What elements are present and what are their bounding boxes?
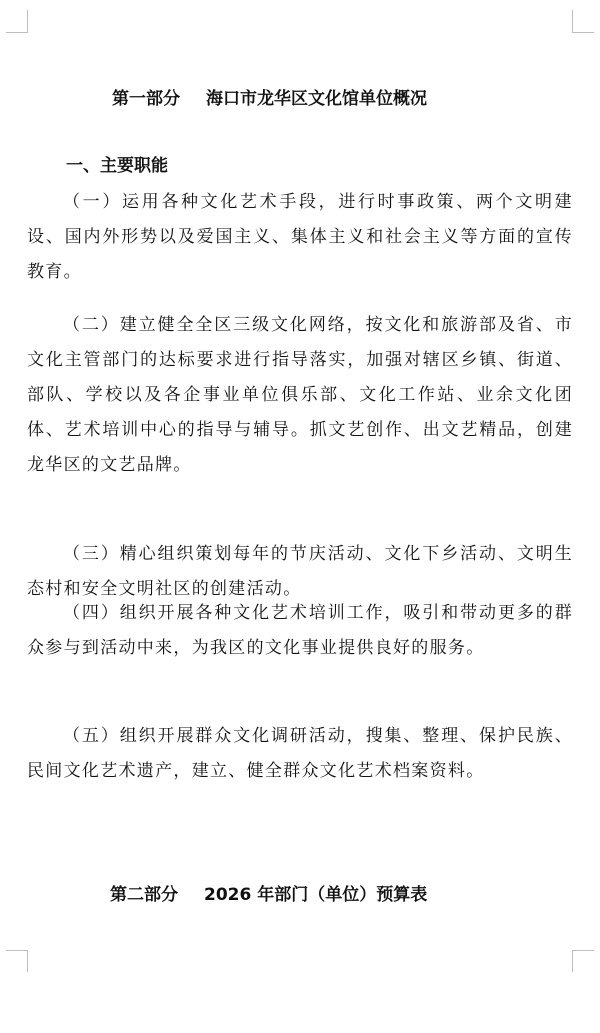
part1-title <box>112 84 427 109</box>
part2-title-label: 第二部分 <box>110 885 178 905</box>
part1-title-label: 第一部分 <box>112 89 180 109</box>
crop-mark-top-left-h <box>6 32 28 33</box>
part2-title-text: 2026 年部门（单位）预算表 <box>204 885 428 905</box>
crop-mark-top-right-v <box>572 10 573 32</box>
crop-mark-top-right-h <box>572 32 594 33</box>
paragraph-3: （三）精心组织策划每年的节庆活动、文化下乡活动、文明生态村和安全文明社区的创建活动。 <box>27 544 573 599</box>
section-heading-main-functions: 一、主要职能 <box>66 156 168 176</box>
paragraph-5: （五）组织开展群众文化调研活动，搜集、整理、保护民族、民间文化艺术遗产，建立、健全群众文化艺术档案资料。 <box>27 726 573 781</box>
crop-mark-bottom-right-h <box>572 950 594 951</box>
paragraph-1: （一）运用各种文化艺术手段，进行时事政策、两个文明建设、国内外形势以及爱国主义、集体主义和社会主义等方面的宣传教育。 <box>27 192 573 282</box>
paragraph-4: （四）组织开展各种文化艺术培训工作，吸引和带动更多的群众参与到活动中来，为我区的文化事业提供良好的服务。 <box>27 603 573 658</box>
crop-mark-bottom-right-v <box>572 950 573 972</box>
paragraph-2: （二）建立健全全区三级文化网络，按文化和旅游部及省、市文化主管部门的达标要求进行指导落实，加强对辖区乡镇、街道、部队、学校以及各企事业单位俱乐部、文化工作站、业余文化团体、艺术培训中心的指导与辅导。抓文艺创作、出文艺精品，创建龙华区的文艺品牌。 <box>27 315 573 475</box>
crop-mark-top-left-v <box>27 10 28 32</box>
crop-mark-bottom-left-v <box>27 950 28 972</box>
crop-mark-bottom-left-h <box>6 950 28 951</box>
part2-title <box>110 880 427 905</box>
part1-title-text: 海口市龙华区文化馆单位概况 <box>206 89 427 109</box>
